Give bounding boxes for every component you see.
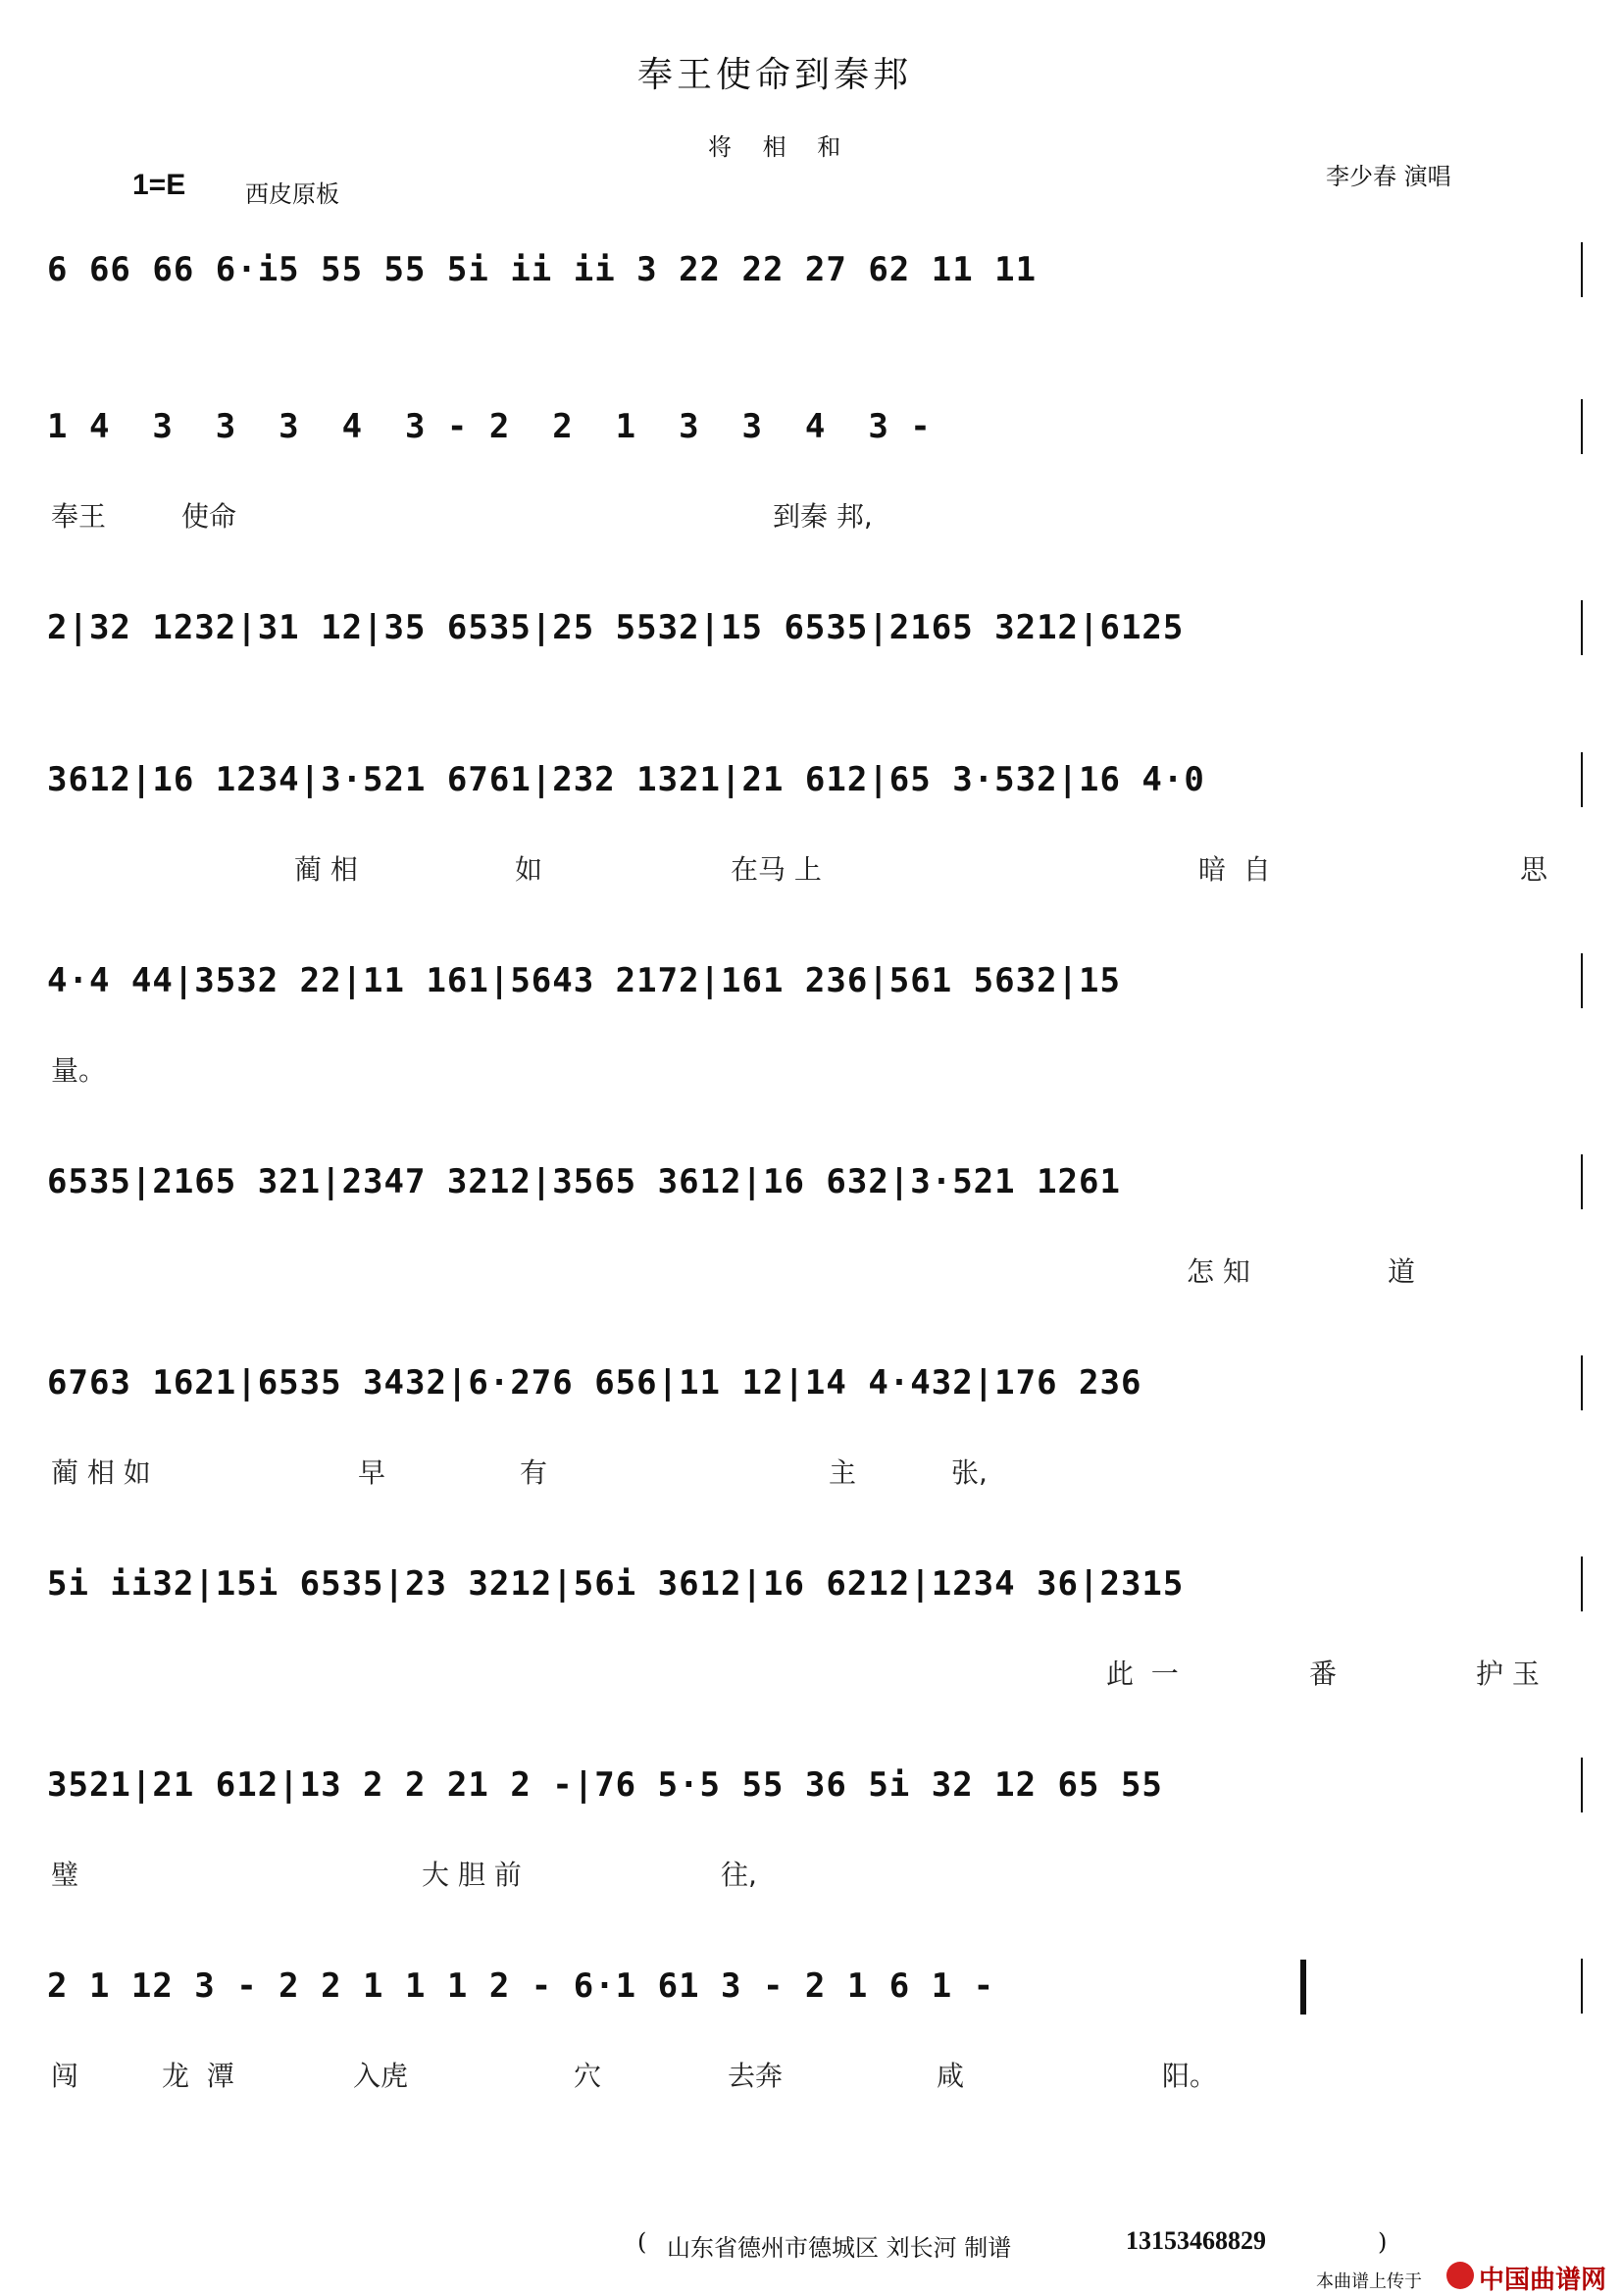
barline xyxy=(1581,953,1583,1008)
transcriber-credit: 山东省德州市德城区 刘长河 制谱 xyxy=(667,2234,1012,2262)
barline xyxy=(1581,600,1583,655)
lyric-syllables: 怎 知 xyxy=(1187,1255,1250,1288)
notation-line: 6763 1621|6535 3432|6·276 656|11 12|14 4·432|176 236 xyxy=(47,1363,1142,1403)
site-logo-text[interactable]: 中国曲谱网 xyxy=(1479,2266,1607,2295)
barline xyxy=(1581,1758,1583,1812)
notation-line: 4·4 44|3532 22|11 161|5643 2172|161 236|561 5632|15 xyxy=(47,961,1121,1000)
transcriber-phone: 13153468829 xyxy=(1126,2226,1266,2255)
lyric-syllables: 暗 自 xyxy=(1198,853,1271,886)
footer-close-paren: ) xyxy=(1378,2228,1388,2256)
barline xyxy=(1581,752,1583,807)
lyric-syllables: 蔺 相 如 xyxy=(51,1456,151,1489)
notation-line: 1 4 3 3 3 4 3 - 2 2 1 3 3 4 3 - xyxy=(47,407,932,446)
performer: 李少春 演唱 xyxy=(1326,163,1451,190)
footer-open-paren: ( xyxy=(637,2228,647,2256)
notation-line: 3612|16 1234|3·521 6761|232 1321|21 612|65 3·532|16 4·0 xyxy=(47,760,1205,799)
tempo-mode: 西皮原板 xyxy=(245,180,339,208)
lyric-syllables: 思 xyxy=(1520,853,1548,886)
score-title: 奉王使命到秦邦 xyxy=(637,55,913,95)
lyric-syllables: 主 xyxy=(829,1456,857,1489)
site-logo-icon xyxy=(1446,2262,1474,2289)
lyric-syllables: 量。 xyxy=(51,1054,107,1087)
barline xyxy=(1581,1154,1583,1209)
lyric-syllables: 入虎 xyxy=(353,2060,409,2092)
opera-name: 将 相 和 xyxy=(708,133,853,161)
lyric-syllables: 阳。 xyxy=(1162,2060,1218,2092)
lyric-syllables: 番 xyxy=(1309,1658,1338,1690)
barline xyxy=(1581,1556,1583,1611)
lyric-syllables: 早 xyxy=(358,1456,386,1489)
lyric-syllables: 奉王 xyxy=(51,500,107,533)
lyric-syllables: 往, xyxy=(721,1859,757,1891)
lyric-syllables: 使命 xyxy=(181,500,237,533)
notation-line: 2 1 12 3 - 2 2 1 1 1 2 - 6·1 61 3 - 2 1 6 1 - xyxy=(47,1966,995,2006)
final-barline xyxy=(1300,1960,1306,2015)
lyric-syllables: 到秦 邦, xyxy=(773,500,873,533)
notation-line: 3521|21 612|13 2 2 21 2 -|76 5·5 55 36 5i 32 12 65 55 xyxy=(47,1765,1163,1805)
lyric-syllables: 咸 xyxy=(937,2060,965,2092)
lyric-syllables: 穴 xyxy=(574,2060,602,2092)
notation-line: 2|32 1232|31 12|35 6535|25 5532|15 6535|2165 3212|6125 xyxy=(47,608,1185,647)
lyric-syllables: 璧 xyxy=(51,1859,79,1891)
barline xyxy=(1581,242,1583,297)
lyric-syllables: 张, xyxy=(951,1456,988,1489)
lyric-syllables: 有 xyxy=(520,1456,548,1489)
barline xyxy=(1581,1959,1583,2014)
lyric-syllables: 此 一 xyxy=(1106,1658,1179,1690)
notation-line: 6535|2165 321|2347 3212|3565 3612|16 632|3·521 1261 xyxy=(47,1162,1121,1201)
key-signature: 1=E xyxy=(132,169,186,201)
lyric-syllables: 道 xyxy=(1388,1255,1416,1288)
lyric-syllables: 蔺 相 xyxy=(294,853,358,886)
lyric-syllables: 大 胆 前 xyxy=(422,1859,522,1891)
notation-line: 5i ii32|15i 6535|23 3212|56i 3612|16 6212|1234 36|2315 xyxy=(47,1564,1185,1604)
lyric-syllables: 去奔 xyxy=(728,2060,784,2092)
lyric-syllables: 龙 潭 xyxy=(162,2060,234,2092)
lyric-syllables: 如 xyxy=(515,853,543,886)
notation-line: 6 66 66 6·i5 55 55 5i ii ii 3 22 22 27 62 11 11 xyxy=(47,250,1038,289)
lyric-syllables: 在马 上 xyxy=(731,853,822,886)
lyric-syllables: 护 玉 xyxy=(1476,1658,1540,1690)
barline xyxy=(1581,399,1583,454)
upload-note: 本曲谱上传于 xyxy=(1316,2271,1422,2292)
barline xyxy=(1581,1355,1583,1410)
lyric-syllables: 闯 xyxy=(51,2060,79,2092)
